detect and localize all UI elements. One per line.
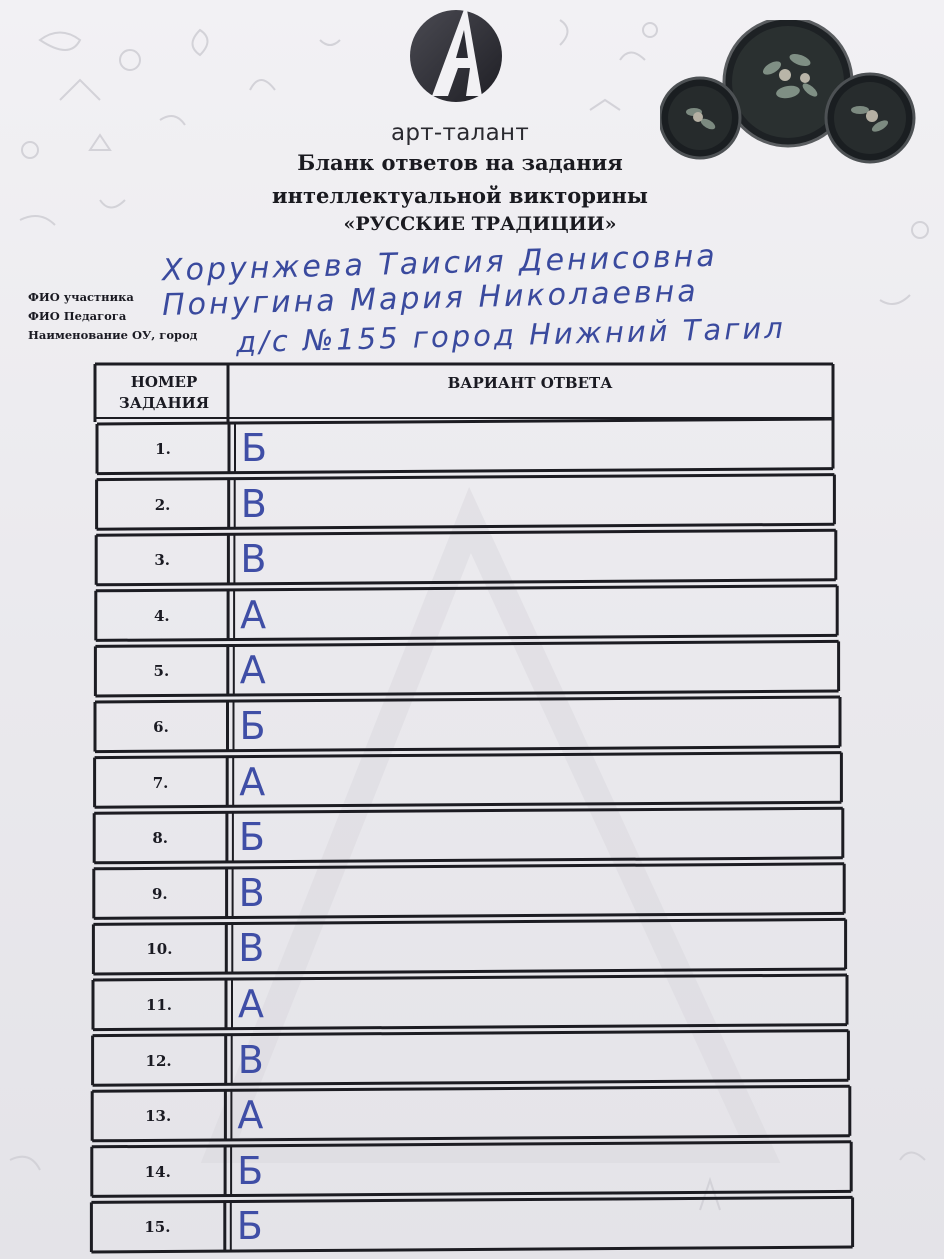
handwritten-answer: В bbox=[237, 1037, 264, 1082]
task-number: 13. bbox=[145, 1107, 172, 1126]
handwritten-answer: В bbox=[238, 870, 265, 915]
handwritten-answer: А bbox=[240, 592, 267, 637]
form-title-line1: Бланк ответов на задания bbox=[297, 150, 623, 175]
quiz-name: «РУССКИЕ ТРАДИЦИИ» bbox=[343, 213, 617, 235]
task-number: 2. bbox=[154, 495, 171, 514]
task-number: 12. bbox=[145, 1051, 172, 1070]
task-number: 15. bbox=[144, 1218, 171, 1237]
teacher-label: ФИО Педагога bbox=[28, 309, 127, 323]
handwritten-answer: А bbox=[239, 759, 266, 804]
task-number: 10. bbox=[146, 940, 173, 959]
handwritten-answer: Б bbox=[238, 815, 265, 860]
handwritten-answer: Б bbox=[239, 704, 266, 748]
task-number: 1. bbox=[155, 440, 171, 458]
school-label: Наименование ОУ, город bbox=[28, 328, 198, 342]
header-task-number: НОМЕР ЗАДАНИЯ bbox=[118, 373, 210, 412]
task-number: 3. bbox=[154, 551, 171, 570]
handwritten-answer: Б bbox=[241, 426, 268, 470]
task-number: 11. bbox=[145, 996, 173, 1014]
participant-handwritten-name: Хорунжева Таисия Денисовна bbox=[161, 238, 719, 289]
task-number: 8. bbox=[152, 829, 169, 848]
teacher-handwritten-name: Понугина Мария Николаевна bbox=[161, 273, 700, 324]
task-number: 14. bbox=[144, 1162, 171, 1181]
handwritten-answer: А bbox=[239, 648, 266, 693]
handwritten-answer: В bbox=[240, 481, 267, 526]
header-answer-variant: ВАРИАНТ ОТВЕТА bbox=[447, 374, 613, 392]
task-number: 4. bbox=[153, 606, 170, 625]
task-number: 7. bbox=[152, 773, 169, 792]
handwritten-answer: В bbox=[238, 926, 265, 971]
handwritten-answer: Б bbox=[236, 1204, 263, 1249]
task-number: 5. bbox=[153, 662, 170, 681]
participant-label: ФИО участника bbox=[28, 290, 134, 304]
handwritten-answer: Б bbox=[237, 1148, 264, 1193]
school-handwritten-name: д/с №155 город Нижний Тагил bbox=[235, 310, 787, 360]
handwritten-answer: А bbox=[238, 982, 264, 1026]
handwritten-answer: В bbox=[240, 537, 267, 582]
form-title-line2: интеллектуальной викторины bbox=[272, 183, 648, 208]
task-number: 9. bbox=[151, 884, 168, 903]
handwritten-answer: А bbox=[237, 1093, 264, 1138]
brand-name: арт-талант bbox=[390, 120, 530, 146]
task-number: 6. bbox=[153, 718, 169, 736]
